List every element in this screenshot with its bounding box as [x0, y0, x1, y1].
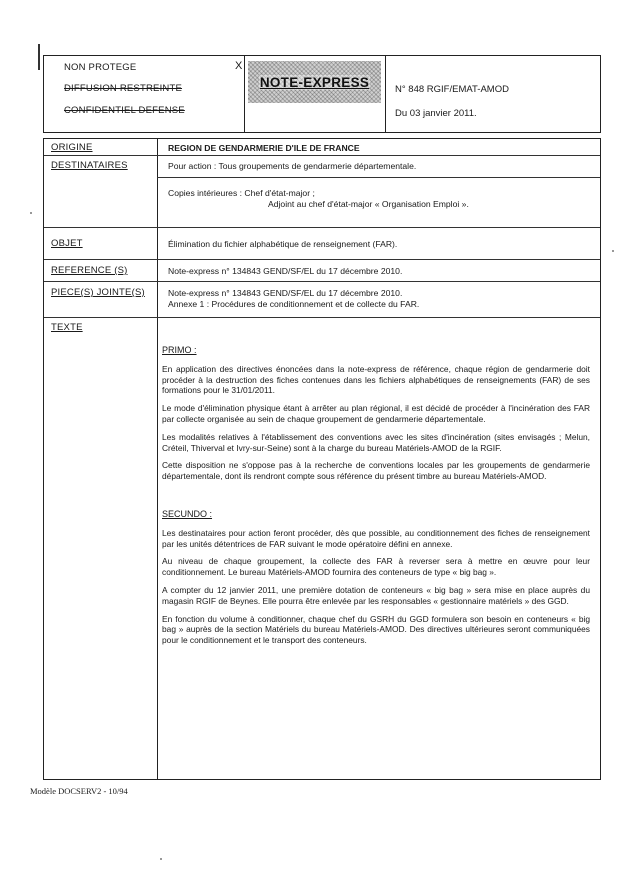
- doc-type-stamp: [248, 61, 381, 103]
- objet-value: Élimination du fichier alphabétique de renseignement (FAR).: [168, 239, 398, 249]
- texte-label: TEXTE: [51, 322, 83, 333]
- document-date: Du 03 janvier 2011.: [395, 108, 477, 119]
- header-divider: [385, 56, 386, 132]
- classification-check-mark: X: [235, 60, 243, 72]
- doc-type-title: NOTE-EXPRESS: [259, 74, 370, 90]
- reference-label: REFERENCE (S): [51, 265, 128, 276]
- destinataires-copies: [168, 188, 594, 210]
- row-divider: [44, 155, 600, 156]
- scan-speck: [612, 250, 614, 252]
- scan-speck: [160, 858, 162, 860]
- secundo-heading: SECUNDO :: [162, 508, 213, 519]
- body-text: [162, 345, 590, 653]
- row-divider: [44, 259, 600, 260]
- primo-paragraph: En application des directives énoncées dans la note-express de référence, chaque région de gendarmerie doit procéder à la destruction des fiches contenues dans les fichiers alphabétiques de renseignements (FAR) de ses formations pour le 31/01/2011.: [162, 363, 590, 396]
- classification-header: [43, 55, 601, 133]
- primo-paragraph: Les modalités relatives à l'établissement des conventions avec les sites d'incinération (sites envisagés ; Melun, Créteil, Thiverval et Ivry-sur-Seine) sont à la charge du bureau Matériels-AMOD de la RGIF.: [162, 431, 590, 453]
- secundo-paragraph: Les destinataires pour action feront procéder, dès que possible, au conditionnement des fiches de renseignement par les unités détentrices de FAR suivant le mode opératoire défini en annexe.: [162, 527, 590, 549]
- pieces-line-2: Annexe 1 : Procédures de conditionnement et de collecte du FAR.: [168, 299, 420, 310]
- note-table: [43, 138, 601, 780]
- classification-confidentiel-defense: CONFIDENTIEL DEFENSE: [64, 105, 185, 116]
- primo-paragraph: Le mode d'élimination physique étant à arrêter au plan régional, il est décidé de procéder à l'incinération des FAR par collecte organisée au sein de chaque groupement de gendarmerie départementale.: [162, 403, 590, 424]
- reference-number: N° 848 RGIF/EMAT-AMOD: [395, 84, 509, 95]
- copies-line-1: Copies intérieures : Chef d'état-major ;: [168, 188, 315, 198]
- reference-value: Note-express n° 134843 GEND/SF/EL du 17 décembre 2010.: [168, 266, 403, 276]
- header-divider: [244, 56, 245, 132]
- pieces-jointes-value: [168, 288, 594, 310]
- scan-speck: [30, 212, 32, 214]
- origine-label: ORIGINE: [51, 142, 93, 153]
- secundo-paragraph: Au niveau de chaque groupement, la collecte des FAR à reverser sera à mettre en œuvre pour leur conditionnement. Le bureau Matériels-AMOD fournira des conteneurs de type « big bag ».: [162, 556, 590, 578]
- copies-line-2: Adjoint au chef d'état-major « Organisation Emploi ».: [268, 199, 469, 210]
- secundo-paragraph: A compter du 12 janvier 2011, une première dotation de conteneurs « big bag » sera mise en place auprès du magasin RGIF de Beynes. Elle pourra être enlevée par les responsables « gestionnaire matériels » des GGD.: [162, 584, 590, 606]
- row-divider: [44, 281, 600, 282]
- destinataires-label: DESTINATAIRES: [51, 160, 128, 171]
- origine-value: REGION DE GENDARMERIE D'ILE DE FRANCE: [168, 143, 360, 153]
- row-divider: [157, 177, 600, 178]
- pieces-line-1: Note-express n° 134843 GEND/SF/EL du 17 décembre 2010.: [168, 288, 403, 298]
- column-divider: [157, 139, 158, 779]
- destinataires-action: Pour action : Tous groupements de gendarmerie départementale.: [168, 161, 417, 171]
- row-divider: [44, 317, 600, 318]
- primo-paragraph: Cette disposition ne s'oppose pas à la recherche de conventions locales par les groupements de gendarmerie départementale, dont ils rendront compte sous référence du présent timbre au bureau Matériels-AMOD.: [162, 460, 590, 482]
- classification-diffusion-restreinte: DIFFUSION RESTREINTE: [64, 83, 183, 94]
- margin-mark: [38, 44, 40, 70]
- objet-label: OBJET: [51, 238, 83, 249]
- form-model-footer: Modèle DOCSERV2 - 10/94: [30, 786, 128, 796]
- secundo-paragraph: En fonction du volume à conditionner, chaque chef du GSRH du GGD formulera son besoin en conteneurs « big bag » auprès de la section Matériels du bureau Matériels-AMOD. Des directives ultérieures seront communiquées pour le conditionnement et le transport des conteneurs.: [162, 613, 590, 646]
- pieces-jointes-label: PIECE(S) JOINTE(S): [51, 287, 145, 298]
- row-divider: [44, 227, 600, 228]
- classification-non-protege: NON PROTEGE: [64, 62, 137, 73]
- primo-heading: PRIMO :: [162, 345, 197, 355]
